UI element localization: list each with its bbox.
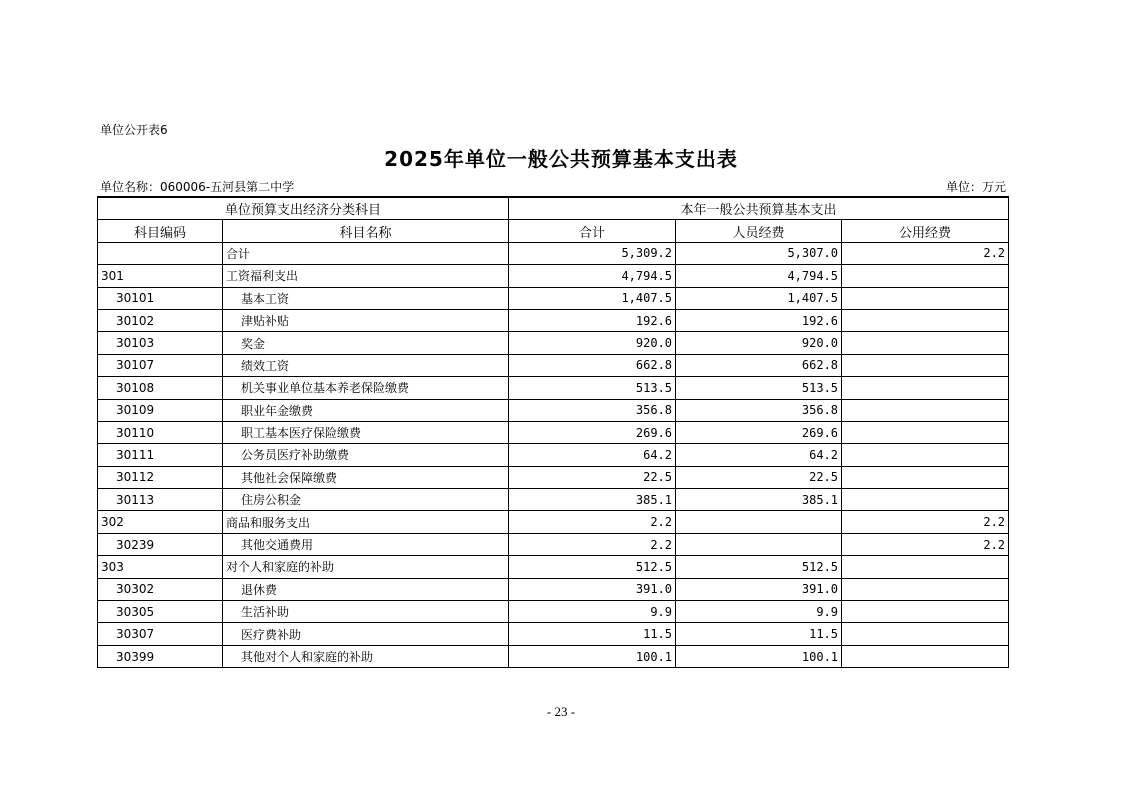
cell-public: 2.2 [842, 533, 1009, 555]
table-row [98, 489, 1009, 511]
cell-total: 11.5 [509, 623, 676, 645]
cell-code: 30113 [98, 489, 223, 511]
table-row [98, 645, 1009, 667]
cell-name: 基本工资 [223, 287, 509, 309]
cell-public [842, 309, 1009, 331]
cell-public [842, 466, 1009, 488]
cell-code: 301 [98, 265, 223, 287]
cell-code: 30107 [98, 354, 223, 376]
cell-name: 住房公积金 [223, 489, 509, 511]
table-row [98, 533, 1009, 555]
cell-personnel: 662.8 [676, 354, 842, 376]
cell-public [842, 377, 1009, 399]
cell-name: 医疗费补助 [223, 623, 509, 645]
budget-table [97, 196, 1009, 668]
cell-total: 391.0 [509, 578, 676, 600]
cell-personnel: 269.6 [676, 421, 842, 443]
cell-code: 30103 [98, 332, 223, 354]
table-row [98, 399, 1009, 421]
cell-code: 30111 [98, 444, 223, 466]
form-number: 单位公开表6 [100, 123, 168, 137]
header-public: 公用经费 [842, 220, 1009, 242]
cell-total: 269.6 [509, 421, 676, 443]
header-row-columns [98, 220, 1009, 242]
cell-code: 30109 [98, 399, 223, 421]
cell-name: 职业年金缴费 [223, 399, 509, 421]
cell-name: 绩效工资 [223, 354, 509, 376]
cell-total: 4,794.5 [509, 265, 676, 287]
cell-total: 22.5 [509, 466, 676, 488]
cell-personnel: 356.8 [676, 399, 842, 421]
cell-personnel: 5,307.0 [676, 242, 842, 264]
cell-code: 302 [98, 511, 223, 533]
table-row [98, 623, 1009, 645]
document-title: 2025年单位一般公共预算基本支出表 [384, 147, 738, 171]
cell-public [842, 354, 1009, 376]
cell-name: 公务员医疗补助缴费 [223, 444, 509, 466]
cell-name: 其他对个人和家庭的补助 [223, 645, 509, 667]
cell-total: 5,309.2 [509, 242, 676, 264]
cell-public [842, 556, 1009, 578]
cell-total: 64.2 [509, 444, 676, 466]
cell-total: 9.9 [509, 601, 676, 623]
header-total: 合计 [509, 220, 676, 242]
cell-total: 192.6 [509, 309, 676, 331]
cell-code: 30239 [98, 533, 223, 555]
cell-name: 津贴补贴 [223, 309, 509, 331]
cell-public [842, 332, 1009, 354]
cell-personnel: 920.0 [676, 332, 842, 354]
cell-personnel: 385.1 [676, 489, 842, 511]
cell-personnel: 192.6 [676, 309, 842, 331]
cell-name: 合计 [223, 242, 509, 264]
cell-code: 30102 [98, 309, 223, 331]
cell-total: 100.1 [509, 645, 676, 667]
cell-personnel: 391.0 [676, 578, 842, 600]
cell-personnel: 513.5 [676, 377, 842, 399]
cell-total: 920.0 [509, 332, 676, 354]
page-number: - 23 - [546, 704, 576, 719]
table-row [98, 309, 1009, 331]
cell-total: 662.8 [509, 354, 676, 376]
cell-total: 356.8 [509, 399, 676, 421]
cell-code: 30302 [98, 578, 223, 600]
cell-name: 对个人和家庭的补助 [223, 556, 509, 578]
cell-public [842, 444, 1009, 466]
table-row [98, 601, 1009, 623]
cell-total: 513.5 [509, 377, 676, 399]
cell-public [842, 578, 1009, 600]
cell-personnel: 1,407.5 [676, 287, 842, 309]
cell-code: 30305 [98, 601, 223, 623]
cell-name: 商品和服务支出 [223, 511, 509, 533]
cell-public [842, 287, 1009, 309]
cell-code: 30101 [98, 287, 223, 309]
cell-name: 其他交通费用 [223, 533, 509, 555]
table-row [98, 556, 1009, 578]
cell-name: 奖金 [223, 332, 509, 354]
cell-name: 工资福利支出 [223, 265, 509, 287]
cell-public [842, 623, 1009, 645]
cell-code: 303 [98, 556, 223, 578]
cell-code: 30307 [98, 623, 223, 645]
table-row [98, 466, 1009, 488]
cell-total: 1,407.5 [509, 287, 676, 309]
cell-public [842, 601, 1009, 623]
header-personnel: 人员经费 [676, 220, 842, 242]
header-code: 科目编码 [98, 220, 223, 242]
unit-name: 单位名称：060006-五河县第二中学 [100, 180, 295, 194]
table-row [98, 377, 1009, 399]
cell-name: 机关事业单位基本养老保险缴费 [223, 377, 509, 399]
cell-code: 30399 [98, 645, 223, 667]
header-row-group [98, 197, 1009, 220]
cell-name: 生活补助 [223, 601, 509, 623]
cell-personnel: 4,794.5 [676, 265, 842, 287]
cell-code: 30108 [98, 377, 223, 399]
cell-public: 2.2 [842, 511, 1009, 533]
cell-personnel [676, 511, 842, 533]
cell-name: 其他社会保障缴费 [223, 466, 509, 488]
currency-unit: 单位：万元 [945, 180, 1006, 194]
header-economic-classification: 单位预算支出经济分类科目 [98, 197, 509, 220]
cell-personnel: 64.2 [676, 444, 842, 466]
cell-public [842, 645, 1009, 667]
table-row [98, 242, 1009, 264]
cell-name: 退休费 [223, 578, 509, 600]
header-name: 科目名称 [223, 220, 509, 242]
cell-personnel: 512.5 [676, 556, 842, 578]
table-row [98, 265, 1009, 287]
table-row [98, 421, 1009, 443]
cell-personnel: 11.5 [676, 623, 842, 645]
table-row [98, 511, 1009, 533]
cell-total: 512.5 [509, 556, 676, 578]
table-row [98, 332, 1009, 354]
cell-total: 2.2 [509, 533, 676, 555]
header-basic-expenditure: 本年一般公共预算基本支出 [509, 197, 1009, 220]
table-row [98, 578, 1009, 600]
table-row [98, 354, 1009, 376]
cell-code: 30110 [98, 421, 223, 443]
cell-total: 385.1 [509, 489, 676, 511]
cell-public [842, 399, 1009, 421]
cell-public [842, 265, 1009, 287]
cell-code: 30112 [98, 466, 223, 488]
cell-personnel: 22.5 [676, 466, 842, 488]
table-row [98, 287, 1009, 309]
cell-public [842, 421, 1009, 443]
cell-personnel [676, 533, 842, 555]
cell-personnel: 9.9 [676, 601, 842, 623]
cell-public [842, 489, 1009, 511]
cell-total: 2.2 [509, 511, 676, 533]
table-row [98, 444, 1009, 466]
cell-personnel: 100.1 [676, 645, 842, 667]
cell-public: 2.2 [842, 242, 1009, 264]
cell-name: 职工基本医疗保险缴费 [223, 421, 509, 443]
cell-code [98, 242, 223, 264]
